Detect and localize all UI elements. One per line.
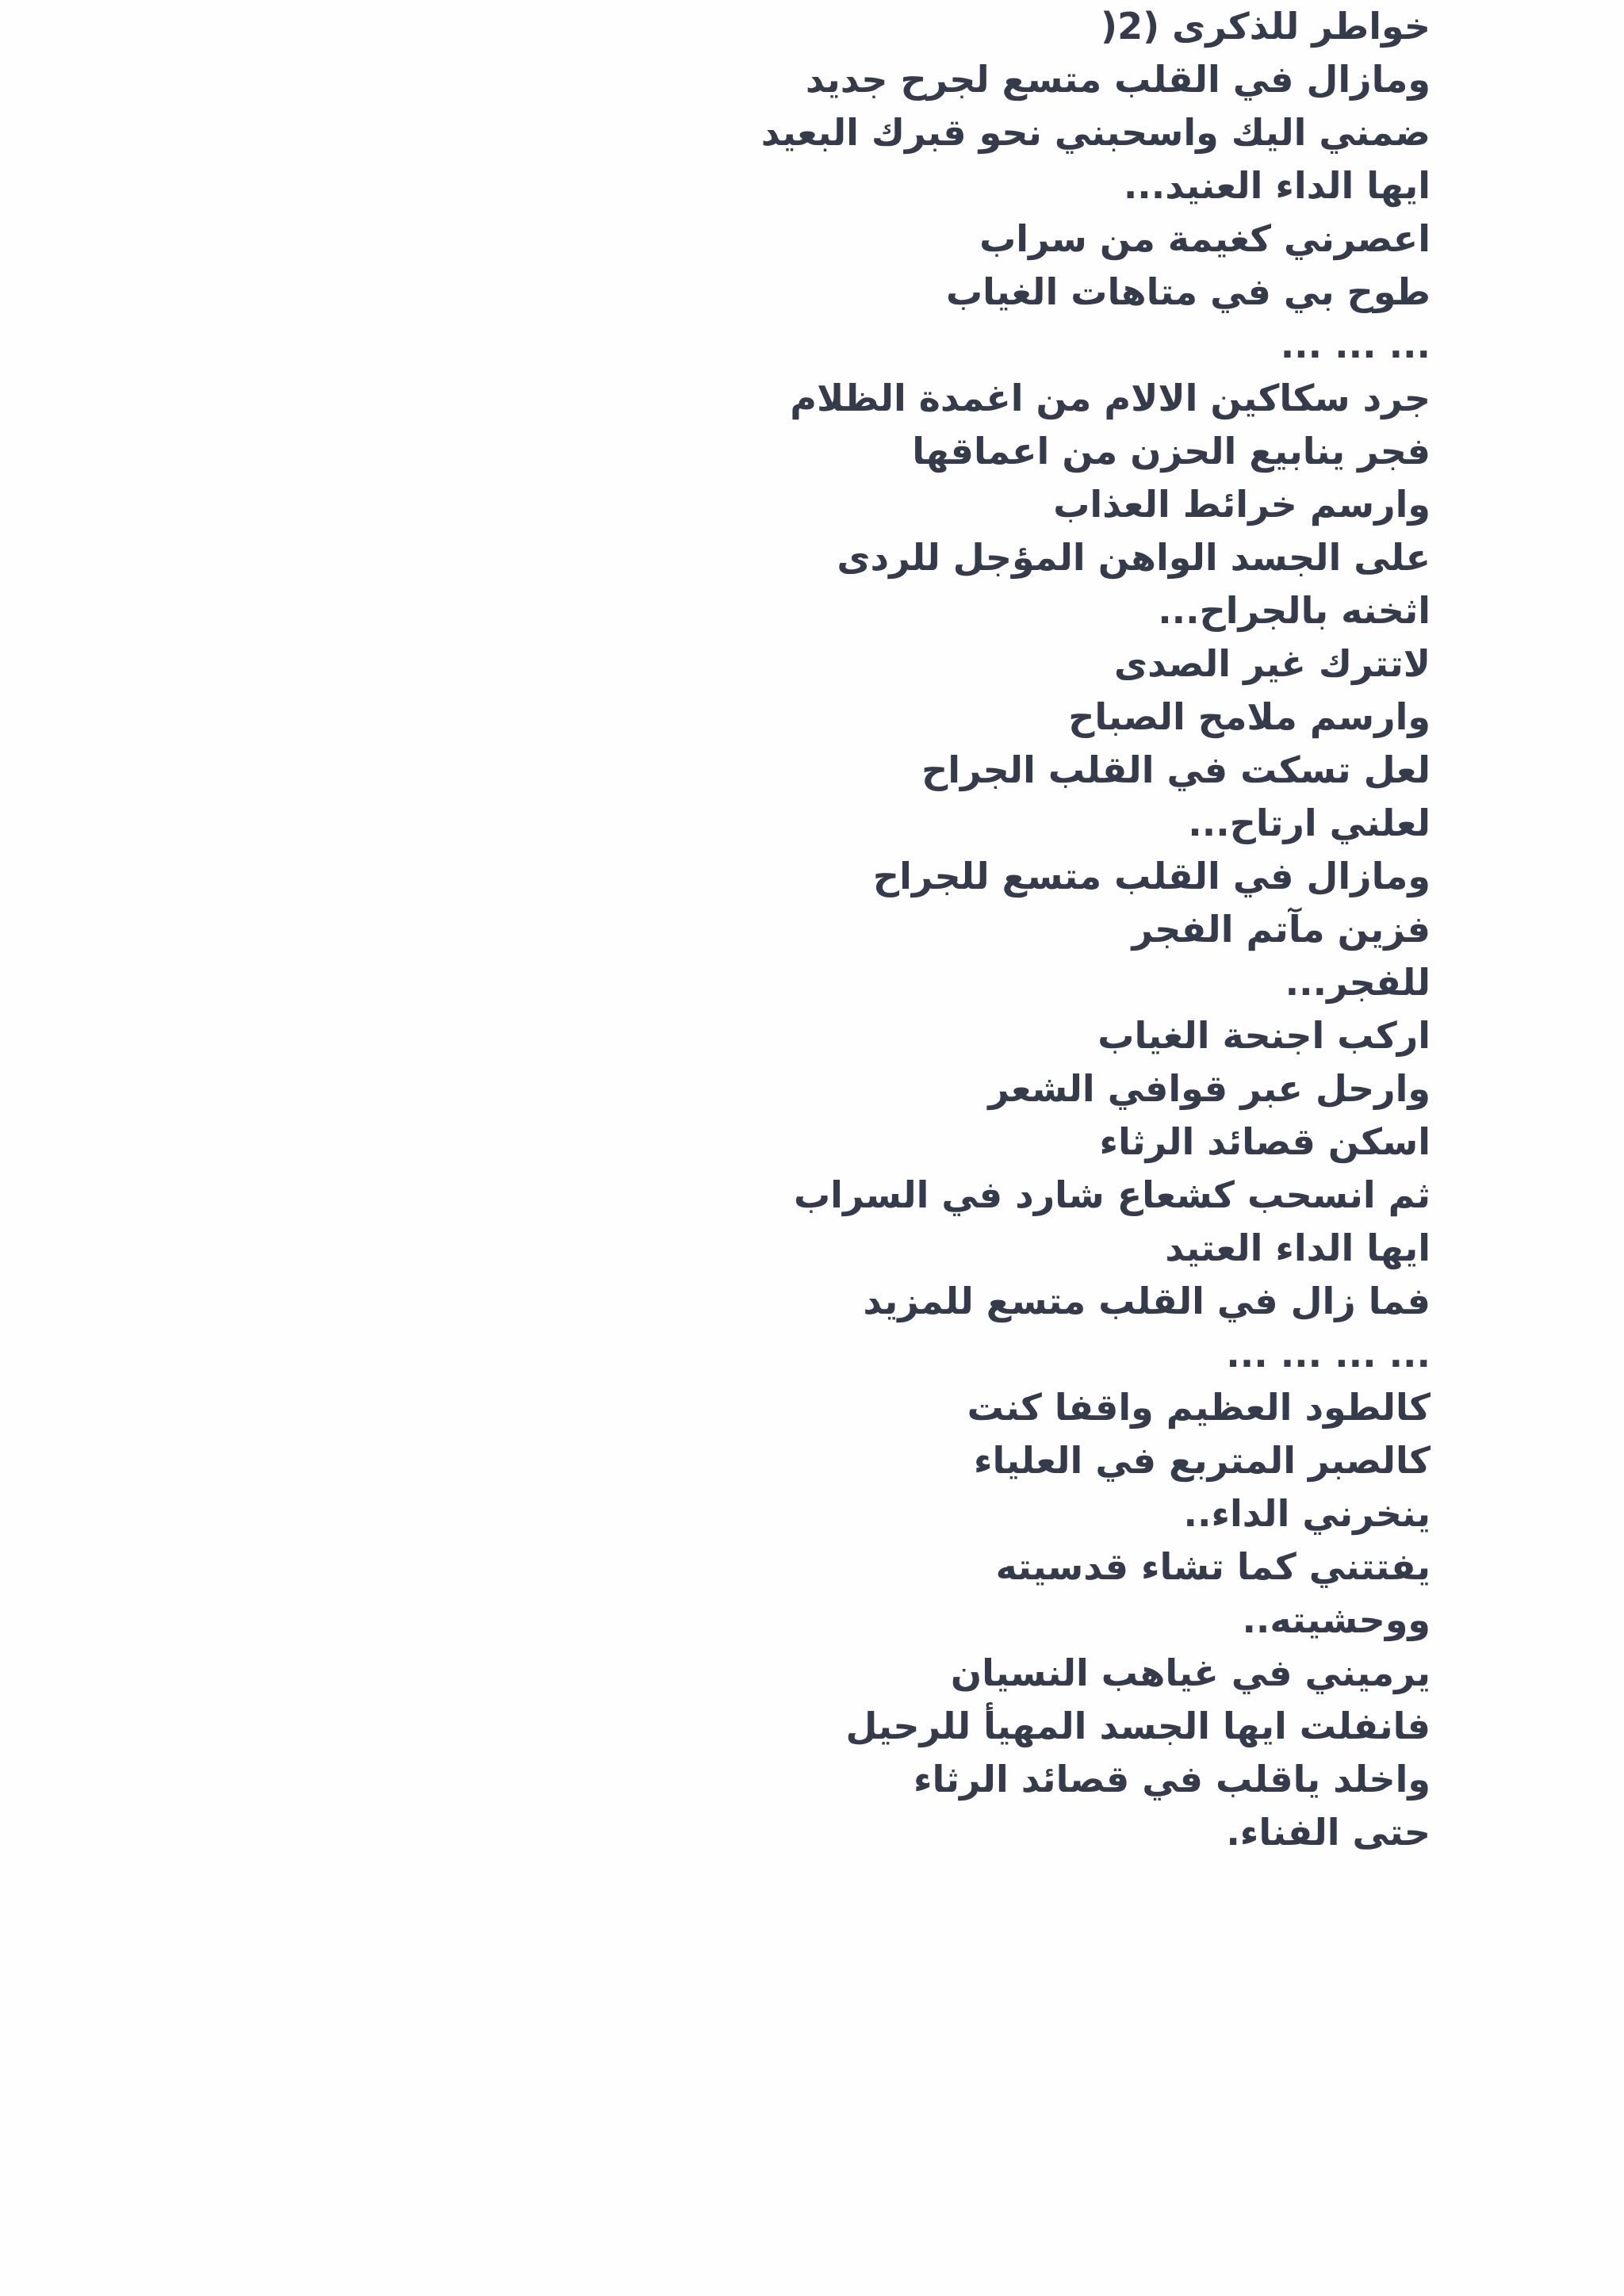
poem-title: خواطر للذكرى (2( bbox=[1101, 5, 1431, 48]
poem-line: ووحشيته.. bbox=[1242, 1598, 1431, 1641]
poem-line: حتى الفناء. bbox=[1226, 1811, 1431, 1854]
poem-line: اسكن قصائد الرثاء bbox=[1099, 1120, 1431, 1163]
poem-line: فما زال في القلب متسع للمزيد bbox=[863, 1280, 1431, 1322]
poem-line: ينخرني الداء.. bbox=[1183, 1492, 1431, 1535]
poem-line: ثم انسحب كشعاع شارد في السراب bbox=[793, 1173, 1431, 1216]
poem-line: فانفلت ايها الجسد المهيأ للرحيل bbox=[845, 1705, 1431, 1747]
poem-line: يرميني في غياهب النسيان bbox=[950, 1651, 1431, 1694]
poem-line: ايها الداء العتيد bbox=[1165, 1226, 1431, 1269]
poem-line: ومازال في القلب متسع لجرح جديد bbox=[805, 58, 1431, 101]
poem-line: طوح بي في متاهات الغياب bbox=[945, 270, 1431, 313]
poem-line: اركب اجنحة الغياب bbox=[1097, 1014, 1431, 1057]
poem-line: ايها الداء العنيد... bbox=[1123, 164, 1431, 207]
poem-line: واخلد ياقلب في قصائد الرثاء bbox=[914, 1758, 1431, 1800]
poem-line: ضمني اليك واسحبني نحو قبرك البعيد bbox=[760, 111, 1431, 154]
poem-line: وارسم ملامح الصباح bbox=[1068, 695, 1431, 738]
poem-line: على الجسد الواهن المؤجل للردى bbox=[837, 536, 1431, 579]
poem-line: فجر ينابيع الحزن من اعماقها bbox=[912, 430, 1431, 473]
poem-line: وارحل عبر قوافي الشعر bbox=[988, 1067, 1431, 1110]
poem-line: لعل تسكت في القلب الجراح bbox=[921, 748, 1431, 791]
poem-line: وارسم خرائط العذاب bbox=[1053, 483, 1431, 526]
poem-line: لاتترك غير الصدى bbox=[1113, 642, 1431, 685]
poem-line: ... ... ... bbox=[1280, 323, 1431, 366]
poem-line: للفجر... bbox=[1285, 961, 1431, 1004]
poem-body bbox=[241, 0, 1431, 1859]
poem-line: اثخنه بالجراح... bbox=[1158, 589, 1431, 632]
poem-line: جرد سكاكين الالام من اغمدة الظلام bbox=[790, 377, 1431, 419]
poem-line: كالصبر المتربع في العلياء bbox=[973, 1439, 1431, 1482]
poem-line: فزين مآتم الفجر bbox=[1132, 908, 1431, 951]
poem-line: ... ... ... ... bbox=[1226, 1333, 1431, 1376]
poem-line: لعلني ارتاح... bbox=[1188, 802, 1431, 844]
poem-line: اعصرني كغيمة من سراب bbox=[979, 217, 1431, 260]
poem-line: كالطود العظيم واقفا كنت bbox=[967, 1386, 1431, 1429]
poem-line: ومازال في القلب متسع للجراح bbox=[872, 855, 1431, 897]
poem-line: يفتتني كما تشاء قدسيته bbox=[995, 1545, 1431, 1588]
